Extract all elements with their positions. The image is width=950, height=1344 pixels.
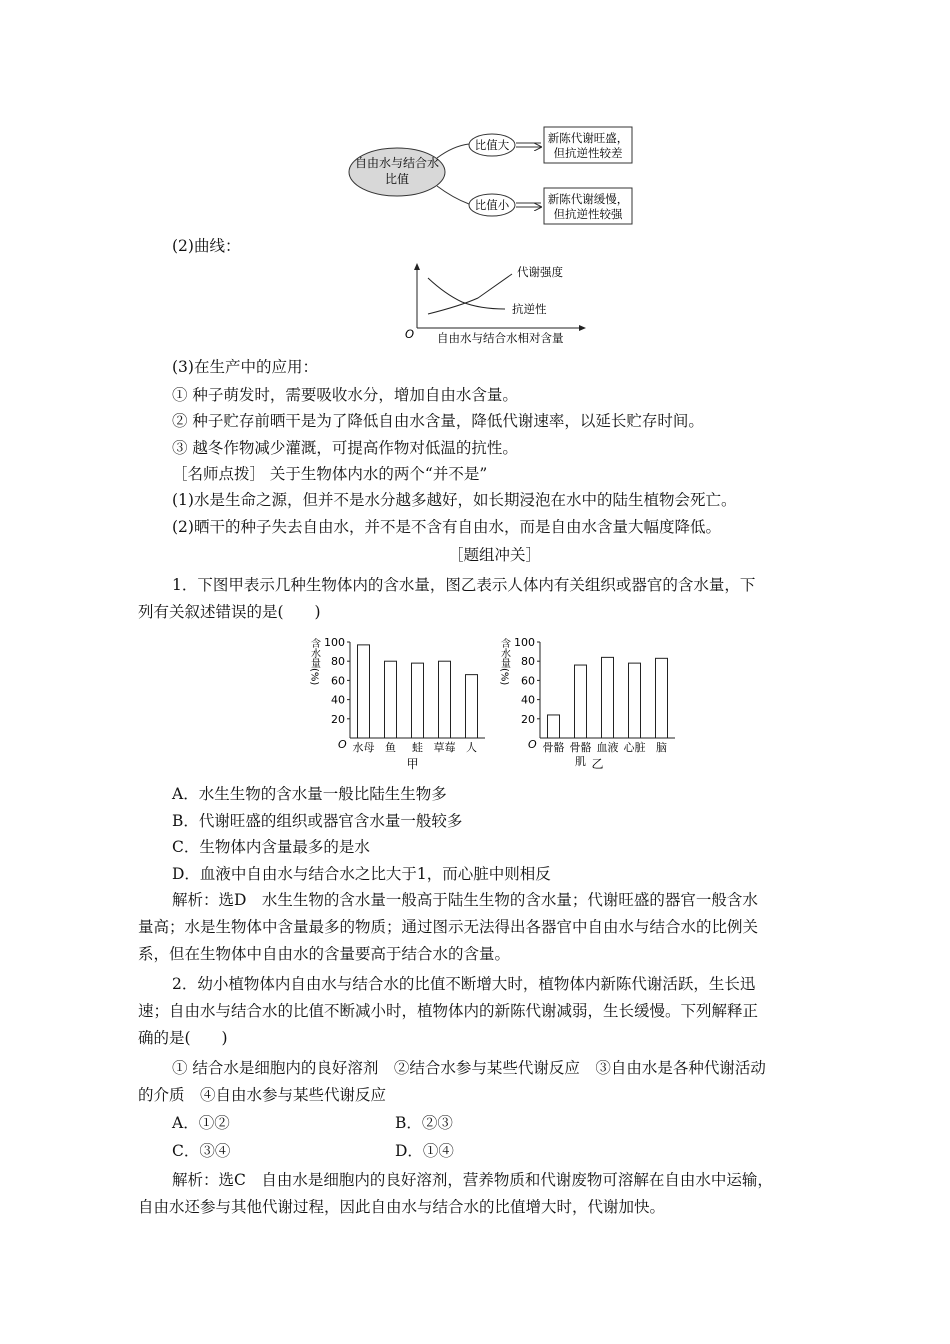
chart-0-category-2: 蛙 <box>412 741 423 754</box>
chart-1-bar-1 <box>575 665 587 738</box>
application-heading: (3)在生产中的应用： <box>172 358 318 376</box>
high-ratio-result-1: 新陈代谢旺盛， <box>547 131 629 145</box>
chart-1-ylabel: 含水量(%) <box>498 638 510 686</box>
chart-0-bar-0 <box>358 645 370 738</box>
teacher-tip-1: (1)水是生命之源，但并不是水分越多越好，如长期浸泡在水中的陆生植物会死亡。 <box>172 491 737 509</box>
application-item-2: ② 种子贮存前晒干是为了降低自由水含量，降低代谢速率，以延长贮存时间。 <box>172 412 704 430</box>
question-1-line-2: 列有关叙述错误的是( ) <box>138 603 321 621</box>
question-2-line-3: 确的是( ) <box>138 1029 228 1047</box>
chart-1-category-1-cont: 肌 <box>575 755 586 768</box>
curve-diagram <box>400 258 600 348</box>
metabolism-curve <box>428 274 512 314</box>
teacher-tip-2: (2)晒干的种子失去自由水，并不是不含有自由水，而是自由水含量大幅度降低。 <box>172 518 721 536</box>
q1-option-c: C．生物体内含量最多的是水 <box>172 838 370 856</box>
section-title: ［题组冲关］ <box>448 546 542 564</box>
curve-heading: (2)曲线： <box>172 237 241 255</box>
q1-option-b: B．代谢旺盛的组织或器官含水量一般较多 <box>172 812 463 830</box>
chart-1-category-3: 心脏 <box>623 741 646 754</box>
answer-1-line-1: 解析：选D 水生生物的含水量一般高于陆生生物的含水量；代谢旺盛的器官一般含水 <box>172 891 758 909</box>
chart-1-category-0: 骨骼 <box>542 741 565 754</box>
low-ratio-result-1: 新陈代谢缓慢， <box>547 192 629 206</box>
chart-0-tick-label-3: 80 <box>331 655 345 669</box>
question-1-line-1: 1．下图甲表示几种生物体内的含水量，图乙表示人体内有关组织或器官的含水量，下 <box>172 576 756 594</box>
chart-1-tick-label-1: 40 <box>521 693 535 707</box>
chart-0-tick-label-4: 100 <box>324 636 345 649</box>
question-2-statements-1: ① 结合水是细胞内的良好溶剂 ②结合水参与某些代谢反应 ③自由水是各种代谢活动 <box>172 1059 766 1077</box>
application-item-1: ① 种子萌发时，需要吸收水分，增加自由水含量。 <box>172 386 518 404</box>
question-2-line-2: 速；自由水与结合水的比值不断减小时，植物体内的新陈代谢减弱，生长缓慢。下列解释正 <box>138 1002 759 1020</box>
answer-2-line-1: 解析：选C 自由水是细胞内的良好溶剂，营养物质和代谢废物可溶解在自由水中运输， <box>172 1171 773 1189</box>
chart-0-bar-2 <box>412 663 424 738</box>
resistance-label: 抗逆性 <box>512 302 547 316</box>
chart-1-origin: O <box>528 738 537 751</box>
chart-0-tick-label-1: 40 <box>331 693 345 707</box>
chart-0-tick-label-2: 60 <box>331 674 345 688</box>
chart-yi <box>490 630 680 775</box>
answer-1-line-2: 量高；水是生物体中含量最多的物质；通过图示无法得出各器官中自由水与结合水的比例关 <box>138 918 759 936</box>
chart-1-category-2: 血液 <box>596 741 619 754</box>
answer-2-line-2: 自由水还参与其他代谢过程，因此自由水与结合水的比值增大时，代谢加快。 <box>138 1198 666 1216</box>
ratio-center-line2: 比值 <box>384 172 410 186</box>
chart-1-bar-3 <box>629 663 641 738</box>
chart-1-bar-2 <box>602 657 614 738</box>
chart-1-tick-label-2: 60 <box>521 674 535 688</box>
curve-origin: O <box>405 327 415 341</box>
chart-0-category-1: 鱼 <box>385 741 396 754</box>
chart-0-bar-3 <box>439 661 451 738</box>
ratio-center-line1: 自由水与结合水 <box>354 156 440 170</box>
q1-option-a: A．水生生物的含水量一般比陆生生物多 <box>172 785 447 803</box>
question-2-line-1: 2．幼小植物体内自由水与结合水的比值不断增大时，植物体内新陈代谢活跃，生长迅 <box>172 975 756 993</box>
chart-1-tick-label-4: 100 <box>514 636 535 649</box>
chart-jia <box>300 630 490 775</box>
chart-0-bar-1 <box>385 661 397 738</box>
q2-option-b: B．②③ <box>395 1114 453 1132</box>
chart-0-bar-4 <box>466 675 478 738</box>
chart-1-tick-label-3: 80 <box>521 655 535 669</box>
chart-1-title: 乙 <box>591 757 604 771</box>
q2-option-a: A．①② <box>172 1114 230 1132</box>
ratio-diagram <box>345 120 645 230</box>
chart-0-tick-label-0: 20 <box>331 712 345 726</box>
q2-option-d: D．①④ <box>395 1142 454 1160</box>
chart-1-category-1: 骨骼 <box>569 741 592 754</box>
chart-0-ylabel: 含水量(%) <box>308 638 320 686</box>
high-ratio-label: 比值大 <box>474 138 510 152</box>
chart-0-category-3: 草莓 <box>433 741 456 754</box>
chart-0-category-0: 水母 <box>352 741 375 754</box>
chart-1-bar-4 <box>656 658 668 738</box>
chart-0-category-4: 人 <box>466 741 477 754</box>
high-ratio-result-2: 但抗逆性较差 <box>553 146 623 160</box>
resistance-curve <box>428 278 505 309</box>
chart-1-tick-label-0: 20 <box>521 712 535 726</box>
teacher-tip-heading: ［名师点拨］ 关于生物体内水的两个“并不是” <box>172 465 488 483</box>
q2-option-c: C．③④ <box>172 1142 231 1160</box>
chart-1-category-4: 脑 <box>656 741 667 754</box>
answer-1-line-3: 系，但在生物体中自由水的含量要高于结合水的含量。 <box>138 945 511 963</box>
q1-option-d: D．血液中自由水与结合水之比大于1，而心脏中则相反 <box>172 865 551 883</box>
chart-1-bar-0 <box>548 715 560 738</box>
metabolism-label: 代谢强度 <box>517 265 563 279</box>
question-2-statements-2: 的介质 ④自由水参与某些代谢反应 <box>138 1086 387 1104</box>
chart-0-origin: O <box>338 738 347 751</box>
chart-0-title: 甲 <box>406 757 419 771</box>
curve-x-label: 自由水与结合水相对含量 <box>437 331 564 345</box>
application-item-3: ③ 越冬作物减少灌溉，可提高作物对低温的抗性。 <box>172 439 518 457</box>
low-ratio-label: 比值小 <box>474 198 510 212</box>
low-ratio-result-2: 但抗逆性较强 <box>553 207 623 221</box>
